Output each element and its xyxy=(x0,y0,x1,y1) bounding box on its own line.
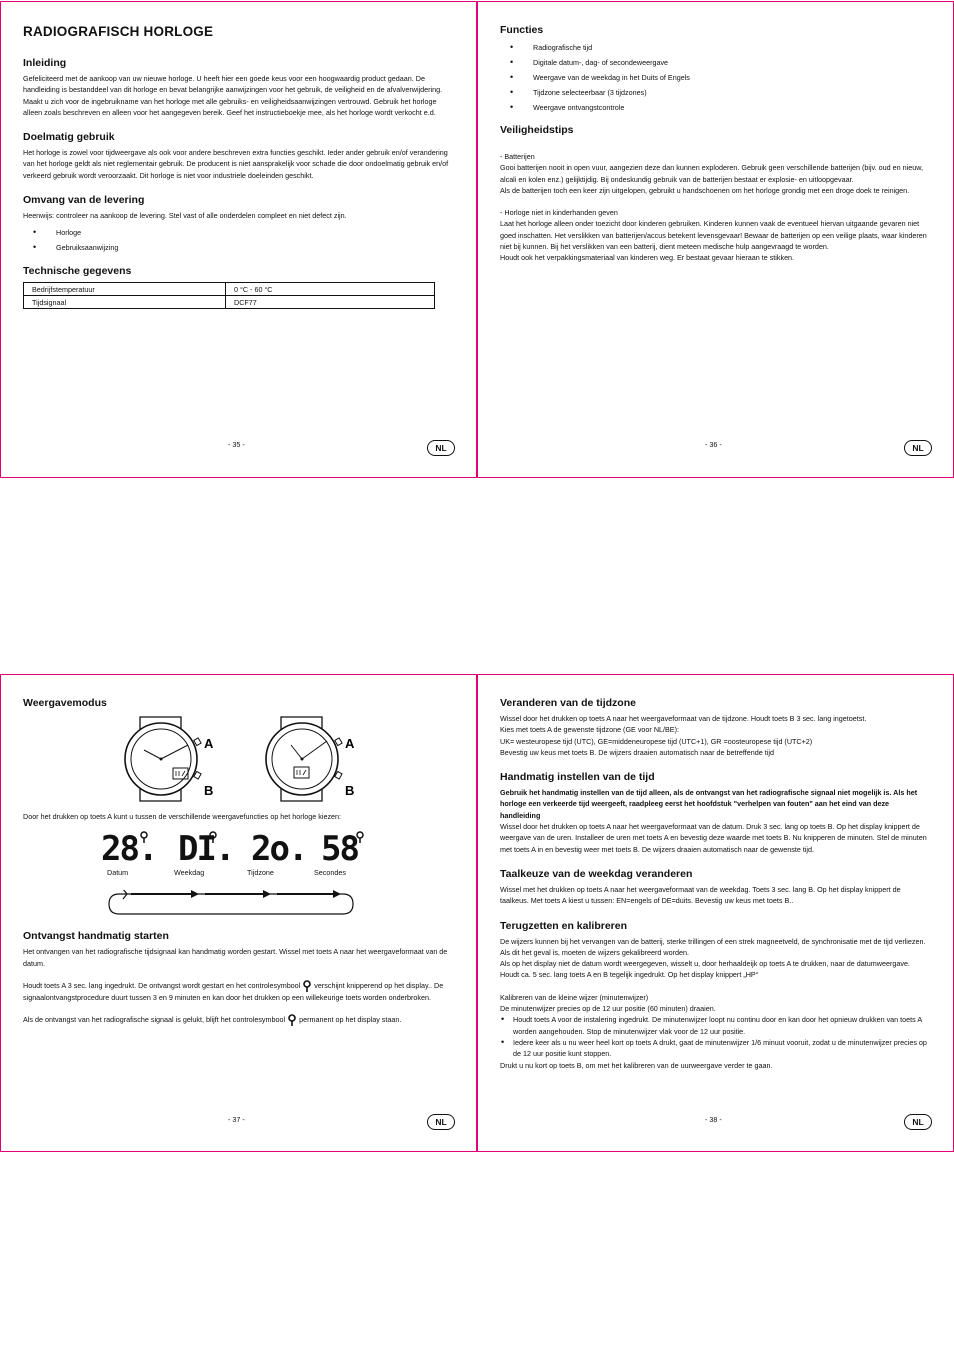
heading-tijdzone: Veranderen van de tijdzone xyxy=(500,697,636,709)
text-batterijen-1: Gooi batterijen nooit in open vuur, aangezien deze dan kunnen exploderen. Gebruik geen verschillende batterijen (bijv. oud en nieuw, alcali en kolen enz.) gelijktijdig. Bij ondeskundig gebruik van de batterijen bestaat er explosie- en uitloopgevaar. xyxy=(500,163,924,184)
heading-handmatig-tijd: Handmatig instellen van de tijd xyxy=(500,771,655,784)
text-tijdzone-2: Kies met toets A de gewenste tijdzone (GE voor NL/BE): xyxy=(500,725,679,735)
cycle-arrow-icon xyxy=(23,890,453,920)
heading-omvang-levering: Omvang van de levering xyxy=(23,194,145,207)
lcd-datum: 28. xyxy=(101,829,157,869)
label-secondes: Secondes xyxy=(314,868,346,878)
lcd-displays xyxy=(23,828,454,868)
text-kinderhanden-1: Laat het horloge alleen onder toezicht door kinderen gebruiken. Kinderen kunnen vaak de eventueel hiervan uitgaande gevaren niet goed inschatten. Het verslikken van batterijen/accus betekent levensgevaar! Bewaar de batterijen op een veilige plaats, waar kinderen niet bij kunnen. Bij het verslikken van een batterij, dient meteen medische hulp aangevraagd te worden. xyxy=(500,219,927,252)
language-badge: NL xyxy=(427,1114,455,1130)
text-kalibreren-einde: Drukt u nu kort op toets B, om met het kalibreren van de uurweergave verder te gaan. xyxy=(500,1060,773,1070)
table-row xyxy=(24,296,435,309)
text-terugzetten-1: De wijzers kunnen bij het vervangen van de batterij, sterke trillingen of een strek magneetveld, de synchronisatie met de tijd verliezen. Als dit het geval is, moeten de wijzers gekalibreerd worden. xyxy=(500,936,926,957)
list-functies xyxy=(500,40,931,115)
page-number: - 38 - xyxy=(705,1115,722,1124)
table-cell: 0 °C - 60 °C xyxy=(226,283,435,296)
page-number: - 35 - xyxy=(228,440,245,449)
language-badge: NL xyxy=(904,440,932,456)
lcd-secondes: 58 xyxy=(321,829,358,869)
subheading-batterijen: - Batterijen xyxy=(500,152,535,161)
watch-1 xyxy=(125,717,201,801)
list-item: • Tijdzone selecteerbaar (3 tijdzones) xyxy=(500,85,931,100)
text-tijdzone-3: UK= westeuropese tijd (UTC), GE=middeneuropese tijd (UTC+1), GR =oosteuropese tijd (UTC+2) xyxy=(500,736,813,746)
watch-2 xyxy=(266,717,342,801)
table-cell: Bedrijfstemperatuur xyxy=(24,283,226,296)
page-35 xyxy=(0,1,477,478)
page-38 xyxy=(477,674,954,1152)
label-tijdzone: Tijdzone xyxy=(247,868,274,878)
language-badge: NL xyxy=(904,1114,932,1130)
text-part: Houdt toets A 3 sec. lang ingedrukt. De ontvangst wordt gestart en het controlesymbool xyxy=(23,980,301,990)
list-levering xyxy=(23,225,454,255)
tech-table xyxy=(23,282,435,309)
cycle-arrows xyxy=(23,890,454,920)
antenna-symbol-icon xyxy=(302,980,312,992)
text-part: Als de ontvangst van het radiografische signaal is gelukt, blijft het controlesymbool xyxy=(23,1015,286,1025)
table-row xyxy=(24,283,435,296)
text-kinderhanden-2: Houdt ook het verpakkingsmateriaal van kinderen weg. Er bestaat gevaar hieraan te stikken. xyxy=(500,253,795,263)
text-ontvangst-3 xyxy=(23,1014,454,1026)
text-omvang-levering: Heenwijs: controleer na aankoop de levering. Stel vast of alle onderdelen compleet en niet defect zijn. xyxy=(23,211,347,221)
lcd-tijdzone: 2o. xyxy=(251,829,307,869)
text-part: verschijnt knipperend op het display.. De signaalontvangstprocedure duurt tussen 3 en 9 minuten en kan door het drukken op een willekeurige toets worden onderbroken. xyxy=(23,980,444,1002)
heading-functies: Functies xyxy=(500,24,544,36)
page-number: - 37 - xyxy=(228,1115,245,1124)
heading-weergavemodus: Weergavemodus xyxy=(23,697,107,709)
text-kalibreren: De minutenwijzer precies op de 12 uur positie (60 minuten) draaien. xyxy=(500,1004,716,1014)
watch-2-label-b: B xyxy=(345,783,355,798)
table-cell: Tijdsignaal xyxy=(24,296,226,309)
heading-technische-gegevens: Technische gegevens xyxy=(23,265,132,278)
list-item: • Houdt toets A voor de instalering ingedrukt. De minutenwijzer loopt nu continu door en kan door het opnieuw drukken van toets A worden aangehouden. Stop de minutenwijzer vlak voor de 12 uur positie. xyxy=(500,1014,931,1037)
heading-terugzetten: Terugzetten en kalibreren xyxy=(500,919,628,932)
list-item: • Digitale datum-, dag- of secondeweergave xyxy=(500,55,931,70)
label-datum: Datum xyxy=(107,868,129,878)
label-weekdag: Weekdag xyxy=(174,868,205,878)
text-ontvangst-1: Het ontvangen van het radiografische tijdsignaal kan handmatig worden gestart. Wissel met toets A naar het weergaveformaat van de datum. xyxy=(23,947,448,968)
watch-illustrations xyxy=(23,715,454,807)
list-item: • Gebruiksaanwijzing xyxy=(23,240,454,255)
lcd-labels xyxy=(23,868,454,882)
text-doelmatig-gebruik: Het horloge is zowel voor tijdweergave als ook voor andere beschreven extra functies geschikt. Ieder ander gebruik en/of verandering van het horloge geldt als niet reglementair gebruik. De producent is niet aansprakelijk voor schade die door ondoelmatig gebruik en/of verkeerd gebruik wordt veroorzaakt. Dit horloge is niet voor industriele doeleinden geschikt. xyxy=(23,148,449,180)
language-badge: NL xyxy=(427,440,455,456)
watch-2-label-a: A xyxy=(345,736,355,751)
lcd-svg xyxy=(23,828,453,868)
table-cell: DCF77 xyxy=(226,296,435,309)
heading-inleiding: Inleiding xyxy=(23,57,67,69)
page-number: - 36 - xyxy=(705,440,722,449)
page-36 xyxy=(477,1,954,478)
page-37 xyxy=(0,674,477,1152)
watch-illustration xyxy=(23,715,453,807)
text-weergavefuncties: Door het drukken op toets A kunt u tussen de verschillende weergavefuncties op het horloge kiezen: xyxy=(23,812,342,821)
text-terugzetten-3: Houdt ca. 5 sec. lang toets A en B tegelijk ingedrukt. Op het display knippert „HP“ xyxy=(500,970,759,980)
text-part: permanent op het display staan. xyxy=(299,1015,402,1025)
text-ontvangst-2 xyxy=(23,980,454,1003)
text-tijdzone-1: Wissel door het drukken op toets A naar het weergaveformaat van de tijdzone. Houdt toets B 3 sec. lang ingetoetst. xyxy=(500,714,867,723)
text-tijdzone-4: Bevestig uw keus met toets B. De wijzers draaien automatisch naar de betreffende tijd xyxy=(500,747,774,757)
text-terugzetten-2: Als op het display niet de datum wordt weergegeven, wisselt u, door herhaaldeijk op toets A te drukken, naar de datumweergave. xyxy=(500,959,910,969)
text-handmatig: Wissel door het drukken op toets A naar het weergaveformaat van de datum. Druk 3 sec. lang op toets B. Op het display knippert de weergave van de uren. Installeer de uren met toets A en bevestig deze waarde met toets B. Nu knipperen de minuten. Stel de minuten met toets A in en bevestig weer met toets B. De wijzers draaien automatisch naar de gewenste tijd. xyxy=(500,822,927,854)
text-taalkeuze: Wissel met het drukken op toets A naar het weergaveformaat van de weekdag. Toets 3 sec. lang B. Op het display knippert de taalkeus. Met toets A kiest u tussen: EN=engels of DE=duits. Bevestig uw keus met toets B.. xyxy=(500,884,901,906)
lcd-weekdag: DI. xyxy=(178,829,234,869)
list-item: • Weergave ontvangstcontrole xyxy=(500,100,931,115)
watch-1-label-a: A xyxy=(204,736,214,751)
list-kalibreren xyxy=(500,1014,931,1059)
list-item: • Iedere keer als u nu weer heel kort op toets A drukt, gaat de minutenwijzer 1/6 minuut vooruit, zodat u de minutenwijzer precies op de 12 uur positie kunt stoppen. xyxy=(500,1037,931,1060)
subheading-kinderhanden: - Horloge niet in kinderhanden geven xyxy=(500,208,618,218)
document-title: RADIOGRAFISCH HORLOGE xyxy=(23,24,214,39)
list-item: • Weergave van de weekdag in het Duits of Engels xyxy=(500,70,931,85)
heading-ontvangst-handmatig: Ontvangst handmatig starten xyxy=(23,930,169,943)
text-inleiding: Gefeliciteerd met de aankoop van uw nieuwe horloge. U heeft hier een goede keus voor een hoogwaardig product gedaan. De handleiding is bestanddeel van dit horloge en bevat belangrijke aanwijzingen voor het gebruik, de veiligheid en de afvalverwijdering. Maakt u zich voor de ingebruikname van het horloge met alle gebruiks- en veiligheidsaanwijzingen vertrouwd. Gebruik het horloge alleen zoals beschreven en alleen voor het aangegeven bereik. Geef het instructieboekje mee, als het horloge wordt verkocht e.d. xyxy=(23,74,443,117)
heading-veiligheidstips: Veiligheidstips xyxy=(500,124,574,136)
text-handmatig-waarschuwing: Gebruik het handmatig instellen van de tijd alleen, als de ontvangst van het radiografische signaal niet mogelijk is. Als het horloge een verkeerde tijd weergeeft, raadpleeg eerst het hoofdstuk "verhelpen van fouten" aan het eind van deze handleiding xyxy=(500,788,918,820)
heading-doelmatig-gebruik: Doelmatig gebruik xyxy=(23,131,115,144)
text-batterijen-2: Als de batterijen toch een keer zijn uitgelopen, gebruikt u handschoenen om het horloge grondig met een droge doek te reinigen. xyxy=(500,185,910,195)
heading-taalkeuze: Taalkeuze van de weekdag veranderen xyxy=(500,867,693,880)
list-item: • Horloge xyxy=(23,225,454,240)
antenna-symbol-icon xyxy=(287,1014,297,1026)
subheading-kalibreren: Kalibreren van de kleine wijzer (minutenwijzer) xyxy=(500,992,649,1002)
watch-1-label-b: B xyxy=(204,783,214,798)
list-item: • Radiografische tijd xyxy=(500,40,931,55)
